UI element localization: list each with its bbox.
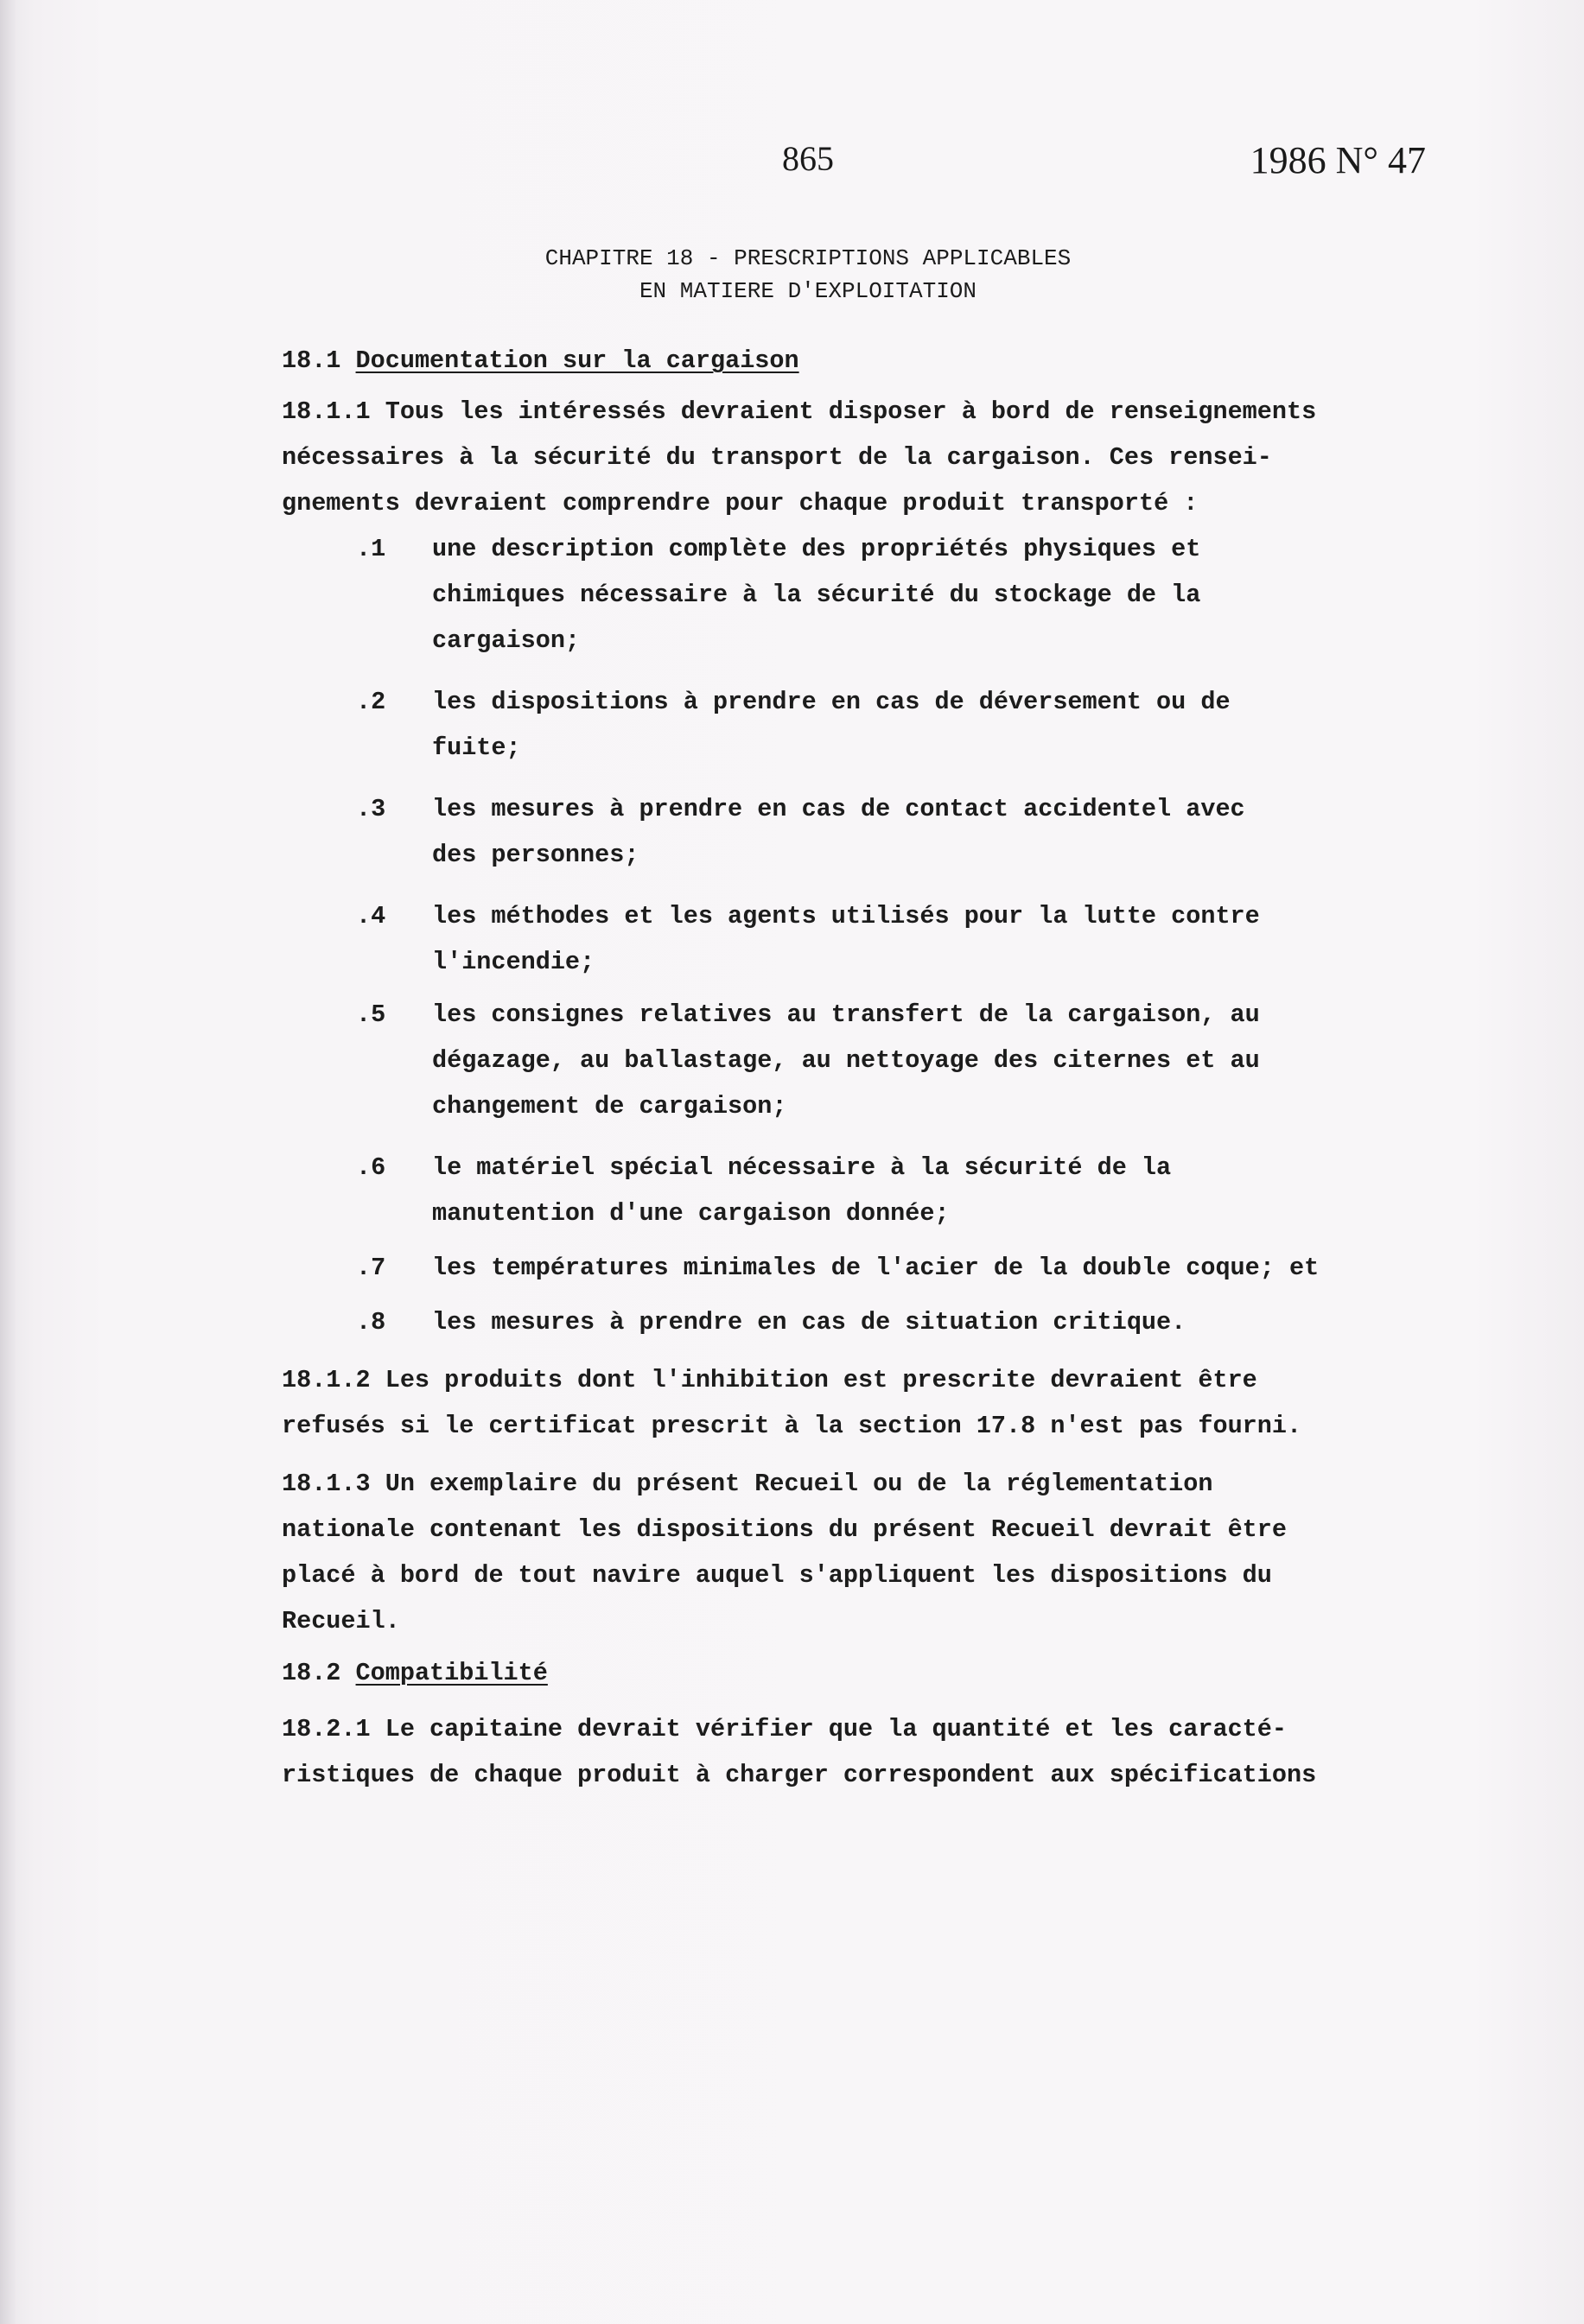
list-item-2 <box>242 679 1391 771</box>
list-item-line: les méthodes et les agents utilisés pour la lutte contre <box>432 902 1260 930</box>
list-item-number: .4 <box>356 902 386 930</box>
paragraph-line: ristiques de chaque produit à charger correspondent aux spécifications <box>282 1761 1317 1789</box>
list-item-line: manutention d'une cargaison donnée; <box>432 1199 950 1228</box>
list-item-7 <box>242 1245 1391 1291</box>
list-item-line: le matériel spécial nécessaire à la sécurité de la <box>432 1153 1172 1182</box>
chapter-title-line-1: CHAPITRE 18 - PRESCRIPTIONS APPLICABLES <box>544 245 1072 271</box>
page-number: 865 <box>782 139 834 178</box>
paragraph-18-1-2 <box>242 1357 1391 1449</box>
list-item-8 <box>242 1299 1391 1345</box>
chapter-title-line-2: EN MATIERE D'EXPLOITATION <box>639 278 977 304</box>
list-item-number: .1 <box>356 535 386 563</box>
list-item-line: chimiques nécessaire à la sécurité du stockage de la <box>432 581 1201 609</box>
list-item-number: .6 <box>356 1153 386 1182</box>
list-item-line: les températures minimales de l'acier de la double coque; et <box>432 1254 1320 1282</box>
paragraph-18-2-1 <box>242 1706 1391 1798</box>
section-heading-18-1 <box>242 344 1391 378</box>
section-number: 18.2 <box>282 1659 341 1687</box>
paragraph-line: 18.2.1 Le capitaine devrait vérifier que la quantité et les caracté- <box>282 1715 1287 1743</box>
list-item-line: des personnes; <box>432 841 639 869</box>
list-item-line: l'incendie; <box>432 948 595 976</box>
list-item-line: changement de cargaison; <box>432 1092 787 1121</box>
list-item-1 <box>242 526 1391 664</box>
list-item-number: .2 <box>356 688 386 716</box>
section-heading-18-2 <box>242 1656 1391 1691</box>
gazette-reference: 1986 N° 47 <box>1250 139 1426 181</box>
chapter-title <box>242 242 1374 308</box>
list-item-line: cargaison; <box>432 626 581 655</box>
list-item-line: dégazage, au ballastage, au nettoyage des citernes et au <box>432 1046 1260 1075</box>
paragraph-line: Recueil. <box>282 1607 400 1635</box>
list-item-6 <box>242 1145 1391 1236</box>
paragraph-18-1-3 <box>242 1461 1391 1644</box>
list-item-line: les mesures à prendre en cas de contact accidentel avec <box>432 795 1245 823</box>
paragraph-line: 18.1.3 Un exemplaire du présent Recueil ou de la réglementation <box>282 1470 1213 1498</box>
paragraph-18-1-1 <box>242 389 1391 526</box>
paragraph-line: nécessaires à la sécurité du transport de la cargaison. Ces rensei- <box>282 443 1272 472</box>
paragraph-line: 18.1.2 Les produits dont l'inhibition est prescrite devraient être <box>282 1366 1257 1394</box>
list-item-line: les consignes relatives au transfert de la cargaison, au <box>432 1000 1260 1029</box>
section-title: Compatibilité <box>355 1659 548 1687</box>
document-body <box>242 233 1391 1798</box>
list-item-number: .7 <box>356 1254 386 1282</box>
list-item-5 <box>242 992 1391 1129</box>
list-item-number: .3 <box>356 795 386 823</box>
list-item-line: les dispositions à prendre en cas de déversement ou de <box>432 688 1231 716</box>
list-item-line: les mesures à prendre en cas de situation critique. <box>432 1308 1186 1337</box>
list-item-line: une description complète des propriétés physiques et <box>432 535 1201 563</box>
list-item-4 <box>242 893 1391 985</box>
list-item-number: .5 <box>356 1000 386 1029</box>
list-item-line: fuite; <box>432 733 521 762</box>
paragraph-line: gnements devraient comprendre pour chaque produit transporté : <box>282 489 1199 518</box>
list-item-3 <box>242 786 1391 878</box>
paragraph-line: refusés si le certificat prescrit à la section 17.8 n'est pas fourni. <box>282 1412 1302 1440</box>
section-title: Documentation sur la cargaison <box>355 346 799 375</box>
paragraph-line: 18.1.1 Tous les intéressés devraient disposer à bord de renseignements <box>282 397 1317 426</box>
list-item-number: .8 <box>356 1308 386 1337</box>
paragraph-line: placé à bord de tout navire auquel s'appliquent les dispositions du <box>282 1561 1272 1590</box>
paragraph-line: nationale contenant les dispositions du présent Recueil devrait être <box>282 1515 1287 1544</box>
page-binding-edge <box>0 0 16 2324</box>
section-number: 18.1 <box>282 346 341 375</box>
page-header <box>0 138 1584 190</box>
